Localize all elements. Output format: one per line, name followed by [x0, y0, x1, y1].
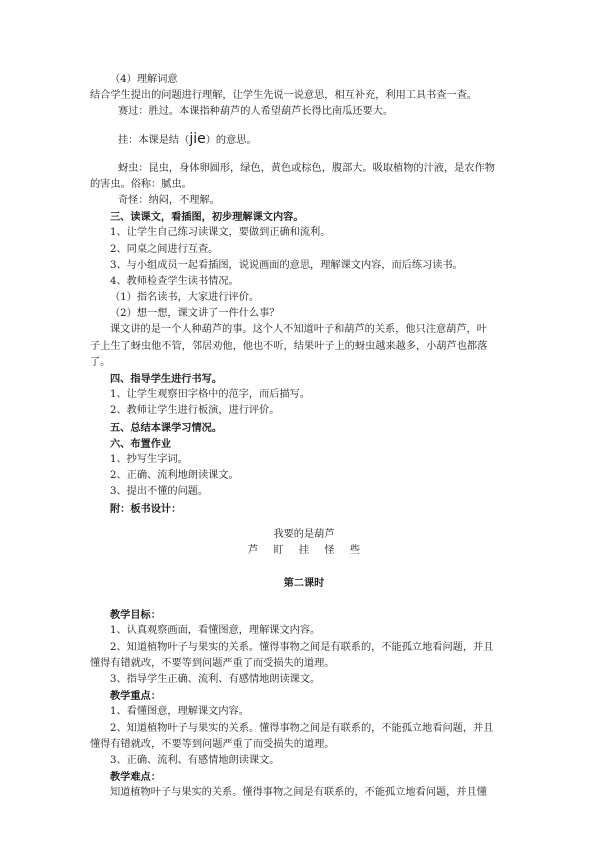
- board-word: 挂: [298, 544, 310, 556]
- paragraph-line: 课文讲的是一个人种葫芦的事。这个人不知道叶子和葫芦的关系，他只注意葫芦，叶: [110, 324, 487, 336]
- list-item: 2、教师让学生进行板演，进行评价。: [110, 405, 280, 417]
- definition-line: 赛过：胜过。本课指种葫芦的人希望葫芦长得比南瓜还要大。: [118, 106, 394, 118]
- list-item: 2、知道植物叶子与果实的关系。懂得事物之间是有联系的，不能孤立地看问题，并且: [110, 722, 494, 734]
- paragraph-line: 懂得有错就改，不要等到问题严重了而受损失的道理。: [90, 738, 335, 750]
- paragraph-line: 子上生了蚜虫他不管，邻居劝他，他也不听，结果叶子上的蚜虫越来越多，小葫芦也都落: [90, 340, 488, 352]
- section-heading: 五、总结本课学习情况。: [110, 421, 223, 434]
- list-item: 1、抄写生字词。: [110, 453, 188, 465]
- paragraph-line: 知道植物叶子与果实的关系。懂得事物之间是有联系的，不能孤立地看问题，并且懂: [110, 787, 487, 799]
- list-item: 4、教师检查学生读书情况。: [110, 275, 239, 287]
- section-heading: 六、布置作业: [110, 437, 172, 450]
- definition-line: 奇怪：纳闷，不理解。: [118, 194, 220, 206]
- list-item: 2、正确、流利地朗读课文。: [110, 470, 239, 482]
- section-heading: 三、读课文，看插图，初步理解课文内容。: [110, 211, 304, 224]
- list-item: 3、正确、流利、有感情地朗读课文。: [110, 754, 280, 766]
- list-item: 1、让学生观察田字格中的范字，而后描写。: [110, 389, 311, 401]
- paragraph-line: 懂得有错就改，不要等到问题严重了而受损失的道理。: [90, 657, 335, 669]
- pinyin-annotation: jie: [189, 130, 206, 147]
- list-item: 1、让学生自己练习读课文，要做到正确和流利。: [110, 227, 331, 239]
- list-item: （1）指名读书，大家进行评价。: [110, 292, 260, 304]
- list-item: 1、看懂图意，理解课文内容。: [110, 706, 249, 718]
- board-words: [90, 543, 518, 559]
- board-word: 些: [349, 544, 360, 556]
- list-item: 2、知道植物叶子与果实的关系。懂得事物之间是有联系的，不能孤立地看问题，并且: [110, 641, 494, 653]
- paragraph-line: 了。: [90, 356, 111, 368]
- definition-line: 的害虫。俗称：腻虫。: [90, 178, 192, 190]
- subsection-heading: （4）理解词意: [110, 74, 178, 85]
- definition-line: [90, 131, 518, 151]
- paragraph-line: 结合学生提出的问题进行理解，让学生先说一说意思，相互补充，利用工具书查一查。: [90, 90, 478, 102]
- section-heading: 教学重点：: [110, 690, 161, 703]
- list-item: （2）想一想，课文讲了一件什么事？: [110, 308, 280, 320]
- list-item: 3、指导学生正确、流利、有感情地朗读课文。: [110, 674, 321, 685]
- section-heading: 附：板书设计：: [110, 502, 182, 515]
- section-title: 第二课时: [283, 577, 325, 590]
- board-word: 芦: [248, 544, 259, 556]
- definition-text: 挂：本课是结（: [118, 134, 190, 146]
- list-item: 3、与小组成员一起看插图，说说画面的意思，理解课文内容，而后练习读书。: [110, 259, 463, 271]
- document-body: [90, 72, 518, 802]
- list-item: 3、提出不懂的问题。: [110, 486, 209, 498]
- list-item: 2、同桌之间进行互查。: [110, 243, 219, 255]
- definition-text: ）的意思。: [205, 134, 257, 146]
- board-title: 我要的是葫芦: [273, 528, 335, 540]
- list-item: 1、认真观察画面，看懂图意，理解课文内容。: [110, 625, 321, 637]
- definition-line: 蚜虫：昆虫，身体卵圆形，绿色，黄色或棕色，腹部大。吸取植物的汁液，是农作物: [118, 162, 495, 174]
- section-heading: 教学目标：: [110, 609, 161, 622]
- section-heading: 教学难点：: [110, 771, 161, 784]
- board-word: 盯: [273, 544, 284, 556]
- board-word: 怪: [324, 544, 335, 556]
- section-heading: 四、指导学生进行书写。: [110, 373, 223, 385]
